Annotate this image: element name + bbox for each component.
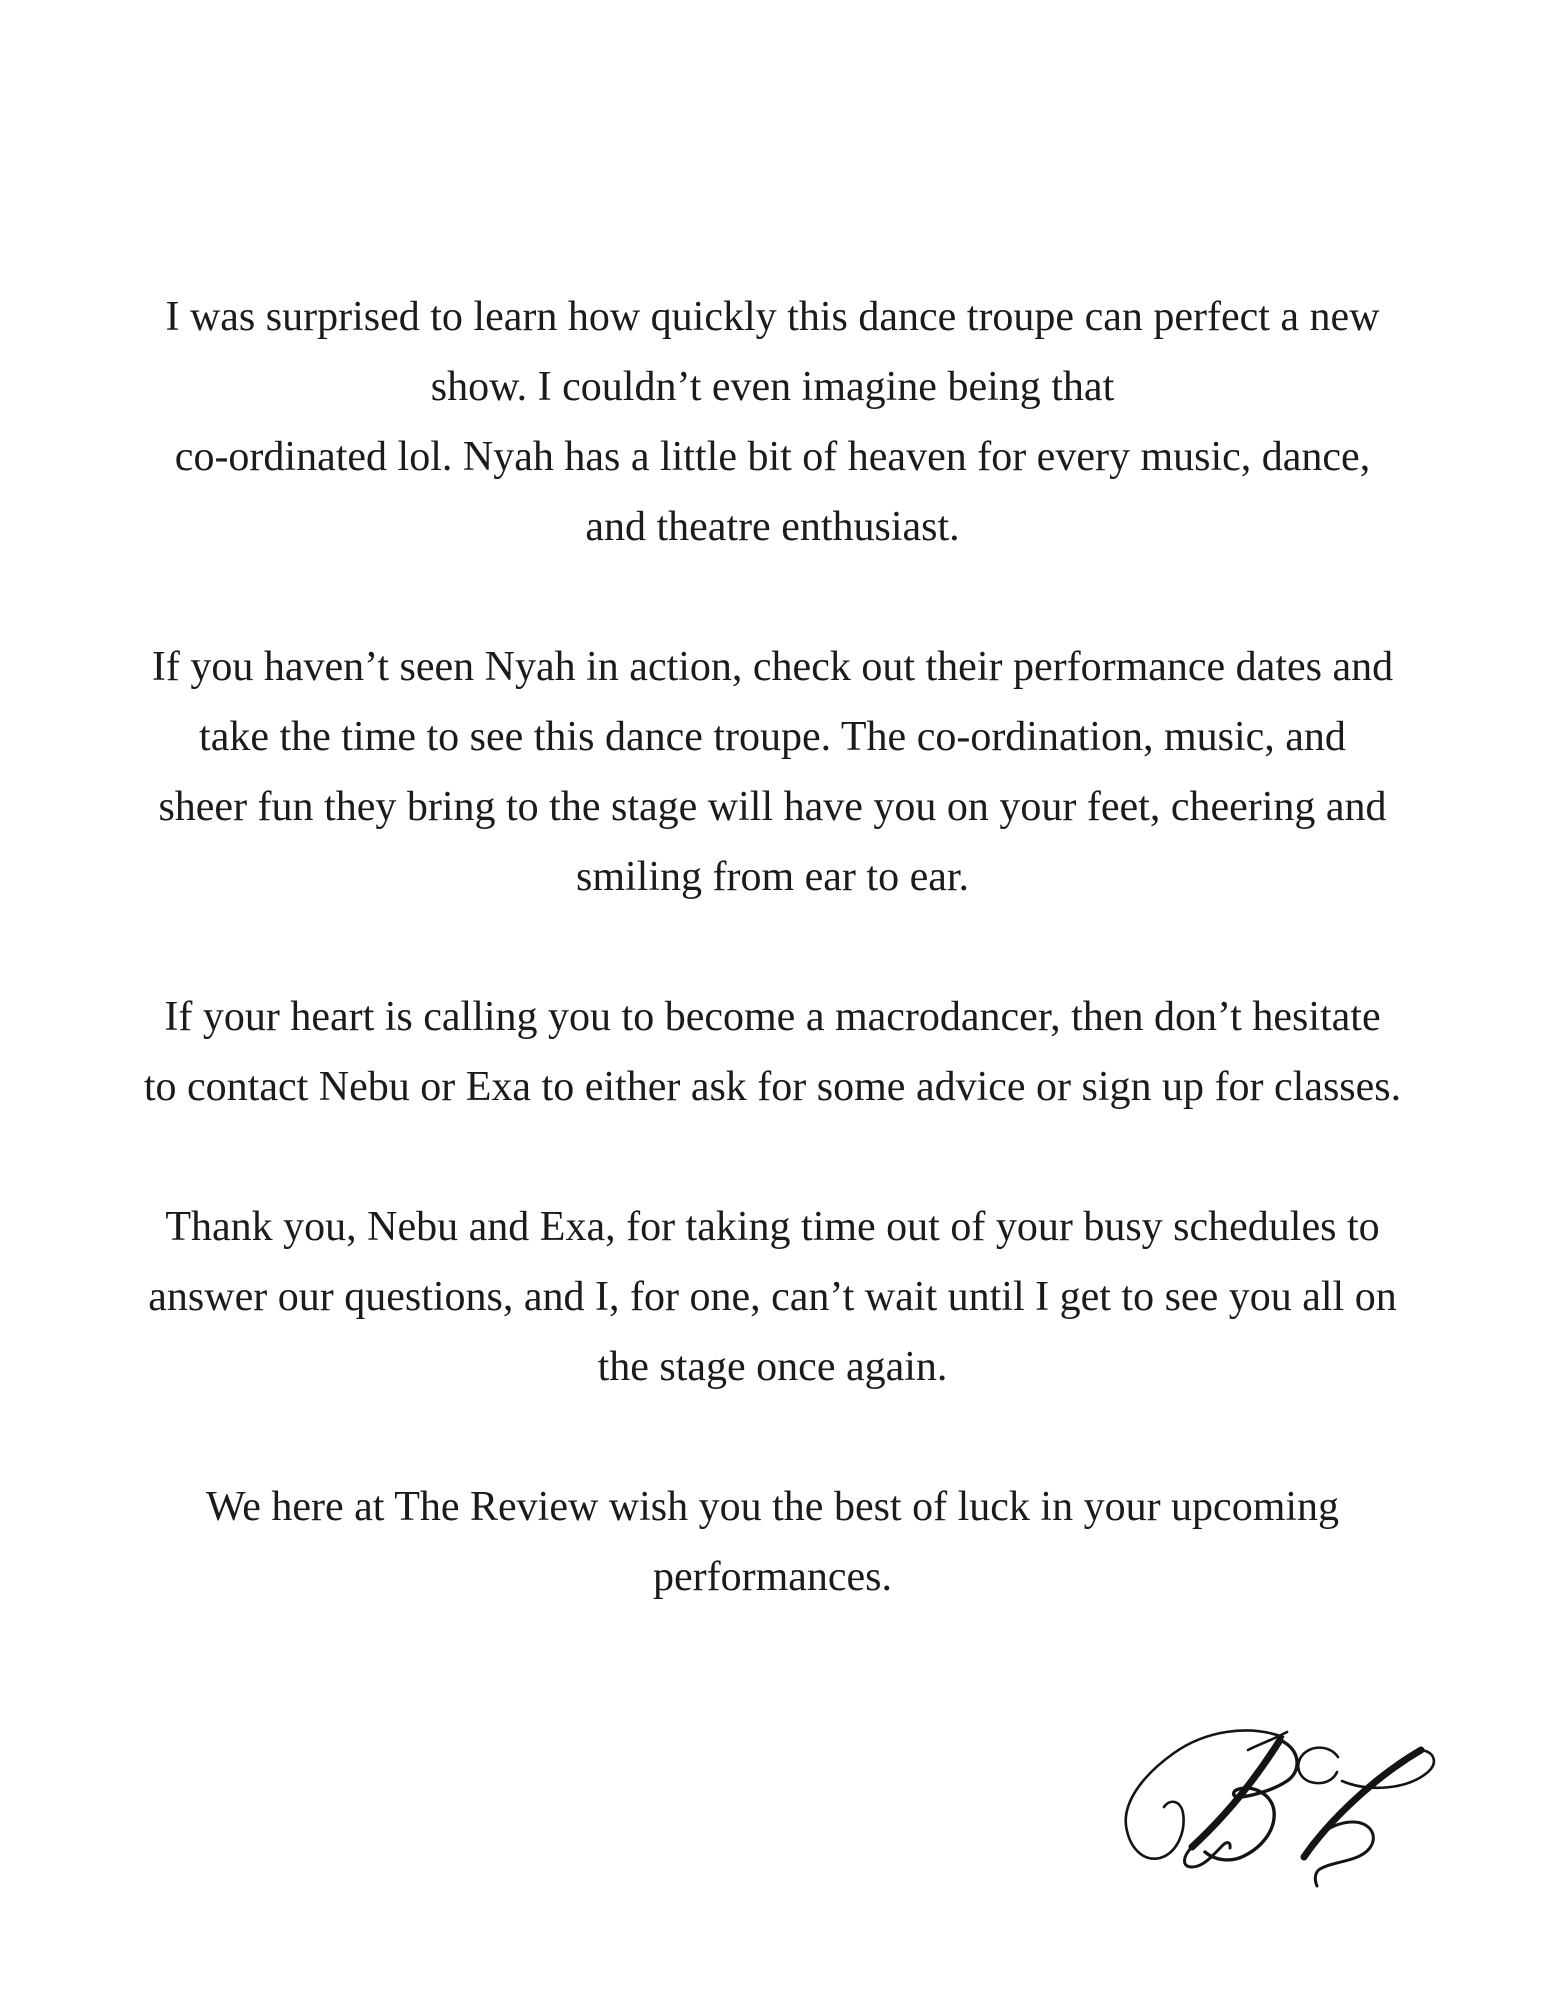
text-line: and theatre enthusiast.: [585, 504, 960, 550]
paragraph-4: [40, 1192, 1505, 1402]
bc-monogram-icon: [1090, 1700, 1470, 1900]
text-line: If your heart is calling you to become a macrodancer, then don’t hesitate: [164, 994, 1381, 1040]
text-line: I was surprised to learn how quickly this dance troupe can perfect a new: [165, 294, 1380, 340]
paragraph-5: [40, 1472, 1505, 1612]
article-body: [40, 282, 1505, 1612]
paragraph-2: [40, 632, 1505, 912]
signature: [1090, 1700, 1470, 1900]
text-line: the stage once again.: [597, 1344, 948, 1390]
text-line: show. I couldn’t even imagine being that: [430, 364, 1115, 410]
text-line: smiling from ear to ear.: [575, 854, 970, 900]
text-line: performances.: [652, 1554, 893, 1600]
text-line: Thank you, Nebu and Exa, for taking time out of your busy schedules to: [165, 1204, 1380, 1250]
text-line: to contact Nebu or Exa to either ask for some advice or sign up for classes.: [143, 1064, 1402, 1110]
paragraph-3: [40, 982, 1505, 1122]
text-line: take the time to see this dance troupe. The co-ordination, music, and: [199, 714, 1346, 760]
text-line: co-ordinated lol. Nyah has a little bit of heaven for every music, dance,: [174, 434, 1371, 480]
text-line: If you haven’t seen Nyah in action, check out their performance dates and: [151, 644, 1394, 690]
paragraph-1: [40, 282, 1505, 562]
text-line: We here at The Review wish you the best of luck in your upcoming: [205, 1484, 1340, 1530]
text-line: sheer fun they bring to the stage will have you on your feet, cheering and: [158, 784, 1387, 830]
text-line: answer our questions, and I, for one, can’t wait until I get to see you all on: [148, 1274, 1397, 1320]
